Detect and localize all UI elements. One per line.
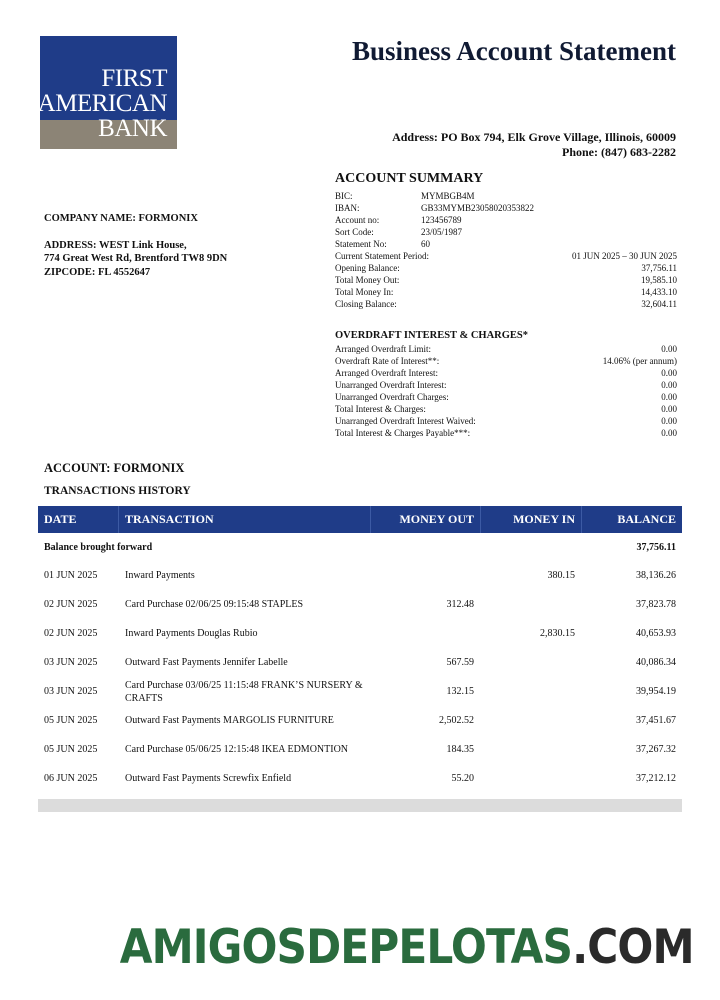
cell-date: 02 JUN 2025 (44, 628, 98, 639)
cell-transaction: Card Purchase 05/06/25 12:15:48 IKEA EDMONTION (125, 744, 349, 755)
cell-money-out: 132.15 (446, 686, 474, 697)
header-transaction: TRANSACTION (125, 512, 214, 526)
table-row (38, 764, 682, 793)
cell-transaction: Outward Fast Payments Screwfix Enfield (125, 773, 292, 784)
table-row (38, 706, 682, 735)
overdraft-value: 0.00 (661, 344, 677, 354)
header-money-in: MONEY IN (513, 512, 575, 526)
summary-value: 37,756.11 (641, 263, 677, 273)
summary-value: MYMBGB4M (421, 191, 475, 201)
summary-value: 32,604.11 (641, 299, 677, 309)
summary-label: BIC: (335, 191, 353, 201)
cell-date: 02 JUN 2025 (44, 599, 98, 610)
cell-transaction: Inward Payments Douglas Rubio (125, 628, 258, 639)
overdraft-row (335, 355, 677, 367)
summary-row (335, 226, 677, 238)
summary-label: Account no: (335, 215, 380, 225)
cell-date: 05 JUN 2025 (44, 715, 98, 726)
overdraft-value: 0.00 (661, 380, 677, 390)
bank-logo (37, 36, 177, 149)
summary-label: Total Money In: (335, 287, 394, 297)
cell-money-out: 2,502.52 (439, 715, 474, 726)
overdraft-label: Unarranged Overdraft Interest: (335, 380, 447, 390)
cell-transaction: Card Purchase 02/06/25 09:15:48 STAPLES (125, 599, 304, 610)
summary-label: Closing Balance: (335, 299, 397, 309)
cell-balance: 40,086.34 (636, 657, 676, 668)
overdraft-value: 0.00 (661, 368, 677, 378)
overdraft-value: 0.00 (661, 428, 677, 438)
table-header (38, 506, 682, 533)
company-address-2: 774 Great West Rd, Brentford TW8 9DN (44, 253, 228, 264)
cell-transaction: Inward Payments (125, 570, 195, 581)
cell-date: 01 JUN 2025 (44, 570, 98, 581)
company-zipcode: ZIPCODE: FL 4552647 (44, 266, 151, 278)
logo-line1: FIRST (101, 65, 167, 92)
summary-row (335, 286, 677, 298)
overdraft-label: Overdraft Rate of Interest**: (335, 356, 440, 366)
overdraft-value: 0.00 (661, 392, 677, 402)
transactions-table (38, 506, 682, 812)
summary-value: 60 (421, 239, 430, 249)
summary-row (335, 250, 677, 262)
header-separator (480, 506, 481, 533)
overdraft-label: Unarranged Overdraft Interest Waived: (335, 416, 476, 426)
overdraft-label: Arranged Overdraft Limit: (335, 344, 431, 354)
cell-date: 06 JUN 2025 (44, 773, 98, 784)
summary-value: 19,585.10 (641, 275, 677, 285)
overdraft-row (335, 403, 677, 415)
table-row (38, 648, 682, 677)
logo-text (38, 66, 167, 141)
summary-row (335, 202, 677, 214)
header-separator (581, 506, 582, 533)
cell-money-out: 312.48 (446, 599, 474, 610)
cell-balance: 38,136.26 (636, 570, 676, 581)
overdraft-row (335, 367, 677, 379)
cell-date: 03 JUN 2025 (44, 657, 98, 668)
overdraft-label: Unarranged Overdraft Charges: (335, 392, 449, 402)
history-heading: TRANSACTIONS HISTORY (44, 485, 191, 497)
header-separator (118, 506, 119, 533)
brought-forward-label: Balance brought forward (44, 541, 153, 553)
company-name: COMPANY NAME: FORMONIX (44, 213, 198, 224)
cell-money-in: 380.15 (547, 570, 575, 581)
table-row (38, 561, 682, 590)
cell-balance: 39,954.19 (636, 686, 676, 697)
summary-value: 01 JUN 2025 – 30 JUN 2025 (571, 251, 677, 261)
cell-balance: 37,451.67 (636, 715, 676, 726)
header-separator (370, 506, 371, 533)
summary-row (335, 238, 677, 250)
cell-money-out: 567.59 (446, 657, 474, 668)
summary-row (335, 214, 677, 226)
overdraft-row (335, 427, 677, 439)
summary-label: IBAN: (335, 203, 360, 213)
overdraft-value: 0.00 (661, 416, 677, 426)
summary-value: GB33MYMB23058020353822 (421, 203, 535, 213)
overdraft-section (335, 330, 677, 439)
summary-label: Current Statement Period: (335, 251, 429, 261)
overdraft-row (335, 391, 677, 403)
summary-title: ACCOUNT SUMMARY (335, 171, 484, 186)
summary-label: Statement No: (335, 239, 387, 249)
account-heading: ACCOUNT: FORMONIX (44, 461, 185, 475)
logo-line2: AMERICAN (37, 90, 167, 117)
cell-transaction: Outward Fast Payments MARGOLIS FURNITURE (125, 715, 334, 726)
brought-forward-balance: 37,756.11 (636, 541, 676, 553)
cell-money-in: 2,830.15 (540, 628, 575, 639)
summary-value: 123456789 (421, 215, 462, 225)
overdraft-row (335, 343, 677, 355)
table-footer-bar (38, 799, 682, 812)
cell-balance: 37,823.78 (636, 599, 676, 610)
watermark-tld: .COM (572, 920, 694, 975)
overdraft-title: OVERDRAFT INTEREST & CHARGES* (335, 330, 529, 341)
overdraft-value: 14.06% (per annum) (602, 356, 677, 366)
bank-address: Address: PO Box 794, Elk Grove Village, Illinois, 60009 (392, 130, 676, 144)
overdraft-label: Total Interest & Charges Payable***: (335, 428, 471, 438)
summary-value: 14,433.10 (641, 287, 677, 297)
summary-label: Total Money Out: (335, 275, 400, 285)
summary-row (335, 190, 677, 202)
overdraft-label: Arranged Overdraft Interest: (335, 368, 438, 378)
summary-row (335, 262, 677, 274)
bank-phone: Phone: (847) 683-2282 (562, 145, 676, 159)
account-summary (335, 171, 677, 310)
table-row (38, 590, 682, 619)
cell-money-out: 184.35 (446, 744, 474, 755)
cell-transaction: Outward Fast Payments Jennifer Labelle (125, 657, 288, 668)
summary-row (335, 274, 677, 286)
cell-balance: 37,267.32 (636, 744, 676, 755)
table-row (38, 735, 682, 764)
cell-money-out: 55.20 (451, 773, 474, 784)
header-date: DATE (44, 512, 77, 526)
bank-contact (392, 130, 676, 160)
header-money-out: MONEY OUT (399, 512, 474, 526)
company-info (44, 212, 227, 279)
watermark-name: AMIGOSDEPELOTAS (120, 920, 573, 975)
overdraft-value: 0.00 (661, 404, 677, 414)
summary-value: 23/05/1987 (421, 227, 463, 237)
cell-date: 03 JUN 2025 (44, 686, 98, 697)
page-title: Business Account Statement (351, 36, 676, 66)
overdraft-row (335, 415, 677, 427)
watermark (120, 920, 694, 975)
overdraft-row (335, 379, 677, 391)
table-row (38, 619, 682, 648)
brought-forward-row (38, 533, 682, 561)
company-address-1: ADDRESS: WEST Link House, (44, 239, 187, 251)
cell-transaction: Card Purchase 03/06/25 11:15:48 FRANK’S NURSERY & CRAFTS (125, 679, 363, 704)
header-balance: BALANCE (617, 512, 676, 526)
logo-line3: BANK (98, 115, 167, 142)
table-row (38, 677, 682, 706)
summary-label: Sort Code: (335, 227, 374, 237)
cell-balance: 40,653.93 (636, 628, 676, 639)
summary-label: Opening Balance: (335, 263, 400, 273)
overdraft-label: Total Interest & Charges: (335, 404, 426, 414)
summary-row (335, 298, 677, 310)
cell-date: 05 JUN 2025 (44, 744, 98, 755)
cell-balance: 37,212.12 (636, 773, 676, 784)
